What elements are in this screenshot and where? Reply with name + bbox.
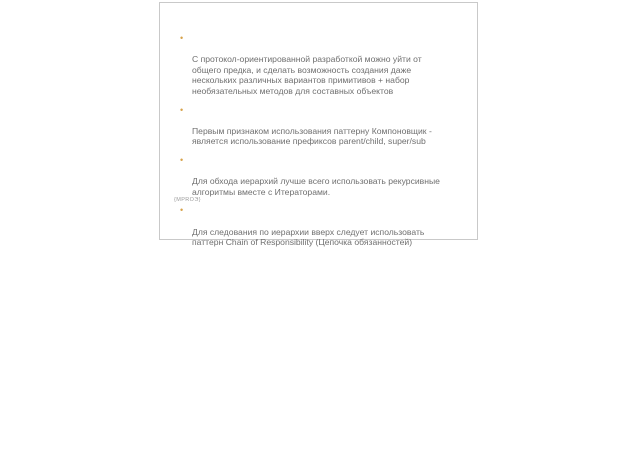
bullet-dot-icon: • xyxy=(180,154,184,165)
footer-logo: {MPROЭ} xyxy=(174,197,201,203)
bullet-text: Первым признаком использования паттерну Компоновщик - является использование префиксов parent/child, super/sub xyxy=(192,125,432,147)
bullet-item xyxy=(178,33,468,97)
bullet-item xyxy=(178,155,468,197)
slide xyxy=(159,2,478,248)
bullet-text: С протокол-ориентированной разработкой можно уйти от общего предка, и сделать возможность создания даже нескольких различных вариантов примитивов + набор необязательных методов для составных объектов xyxy=(192,54,422,96)
bullet-list xyxy=(178,33,468,256)
bullet-dot-icon: • xyxy=(180,33,184,43)
bullet-dot-icon: • xyxy=(180,205,184,216)
bullet-item xyxy=(178,105,468,147)
bullet-dot-icon: • xyxy=(180,104,184,115)
bullet-text: Для обхода иерархий лучше всего использовать рекурсивные алгоритмы вместе с Итераторами. xyxy=(192,176,440,197)
bullet-text: Для следования по иерархии вверх следует использовать паттерн Chain of Responsibility (Цепочка обязанностей) xyxy=(192,226,425,248)
bullet-item xyxy=(178,205,468,247)
